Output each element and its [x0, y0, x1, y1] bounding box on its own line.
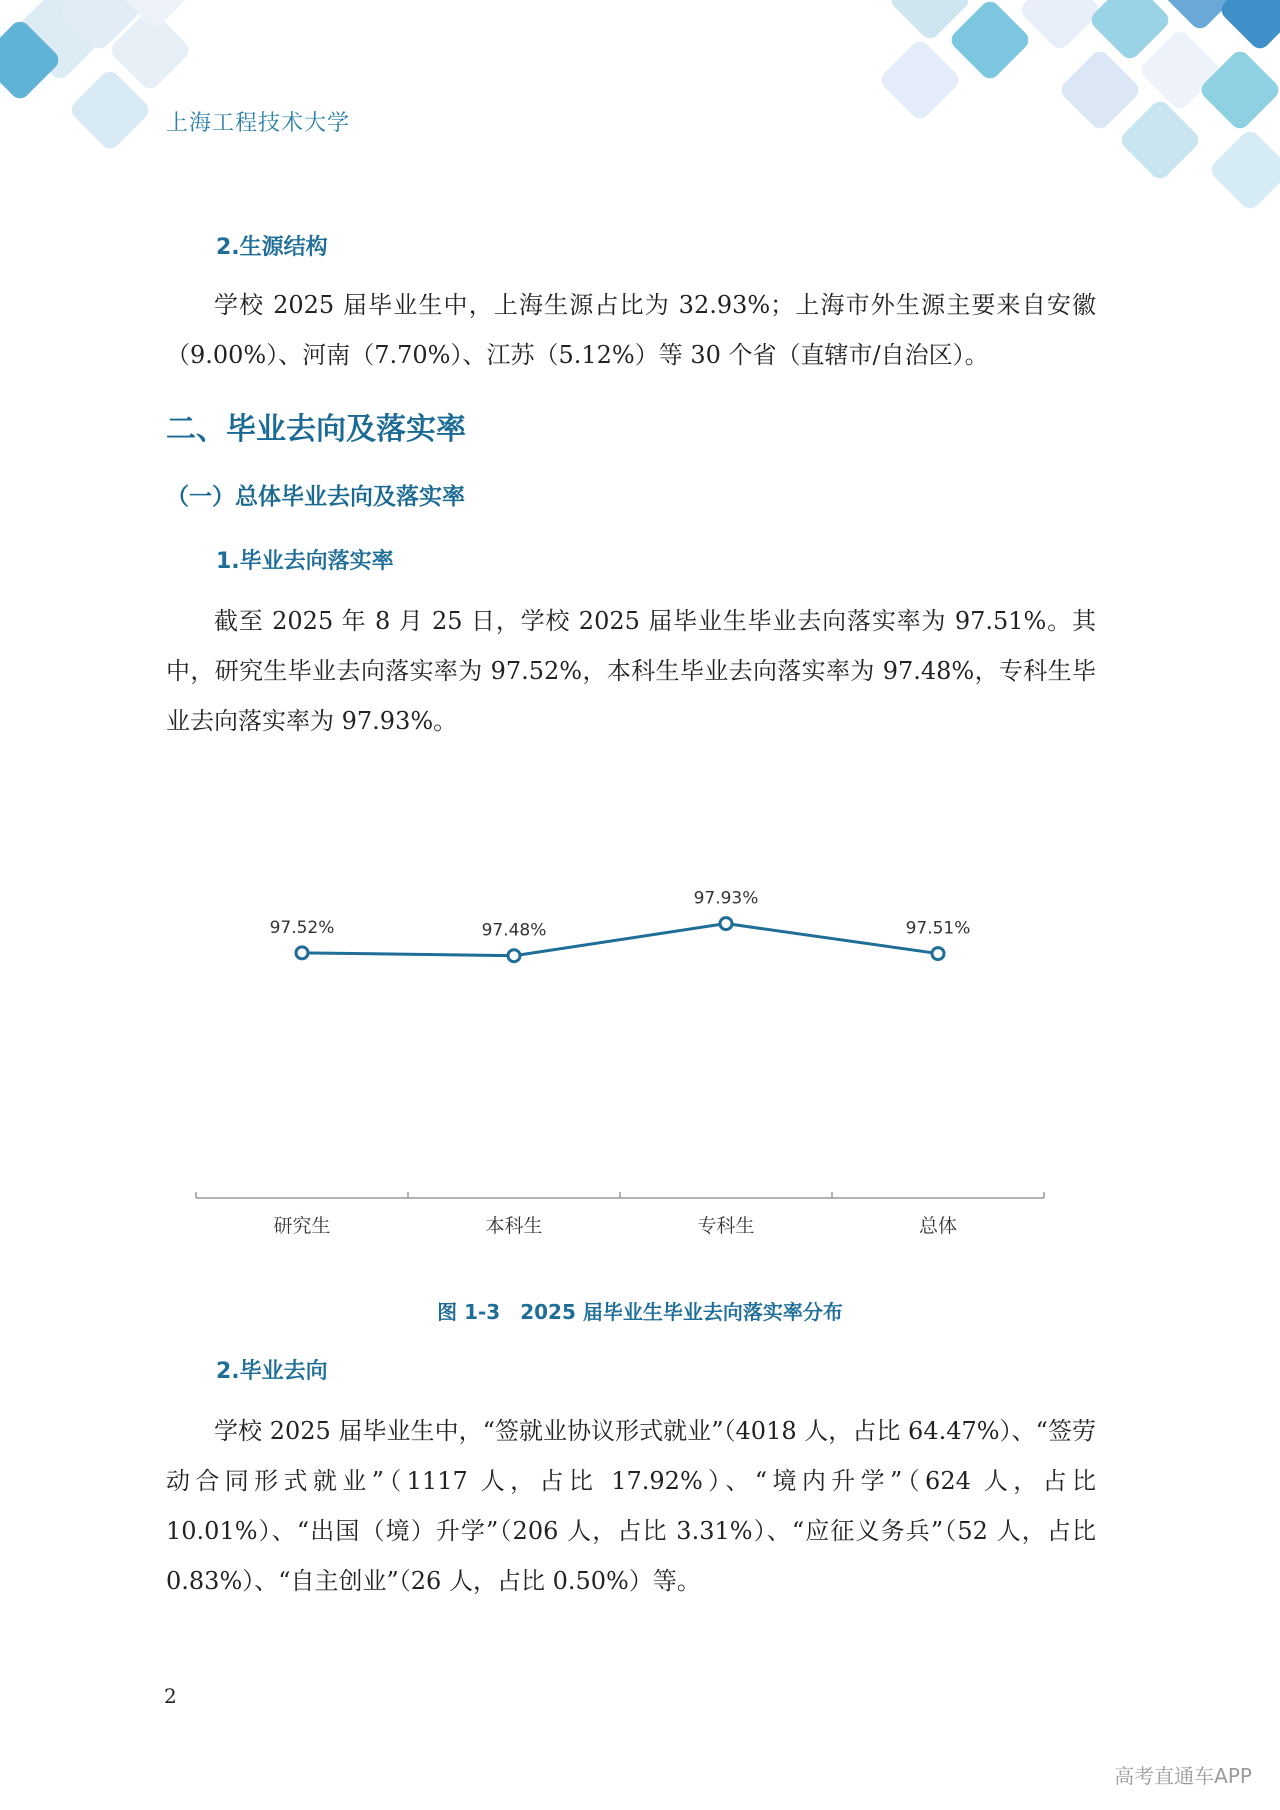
subsection-title-overall: （一）总体毕业去向及落实率	[166, 484, 465, 510]
data-label-group	[270, 889, 971, 941]
data-label: 97.51%	[905, 918, 971, 939]
data-point	[296, 947, 308, 959]
data-point	[932, 948, 944, 960]
paragraph-placement-rate: 截至 2025 年 8 月 25 日，学校 2025 届毕业生毕业去向落实率为 97.51%。其中，研究生毕业去向落实率为 97.52%，本科生毕业去向落实率为 97.48%，专科生毕业去向落实率为 97.93%。	[166, 607, 1096, 735]
data-point	[508, 950, 520, 962]
tick-label-group	[273, 1215, 957, 1237]
series-line	[302, 924, 938, 956]
heading-placement-rate: 1.毕业去向落实率	[216, 549, 394, 574]
paragraph-source-structure: 学校 2025 届毕业生中，上海生源占比为 32.93%；上海市外生源主要来自安徽（9.00%）、河南（7.70%）、江苏（5.12%）等 30 个省（直辖市/自治区）。	[166, 291, 1096, 369]
tick-label: 专科生	[697, 1215, 755, 1237]
school-name: 上海工程技术大学	[166, 111, 351, 136]
series-line-group	[302, 924, 938, 956]
app-watermark: 高考直通车APP	[1114, 1764, 1252, 1788]
data-label: 97.93%	[693, 888, 759, 909]
data-label: 97.48%	[481, 920, 547, 941]
section-title-destinations: 二、毕业去向及落实率	[166, 412, 466, 447]
tick-label: 本科生	[485, 1215, 543, 1237]
data-label: 97.52%	[269, 917, 335, 938]
page-number: 2	[164, 1684, 177, 1708]
tick-label: 研究生	[273, 1215, 331, 1237]
data-point	[720, 918, 732, 930]
x-axis	[196, 1192, 1044, 1198]
tick-label: 总体	[918, 1215, 958, 1237]
heading-source-structure: 2.生源结构	[216, 235, 328, 260]
placement-rate-line-chart	[180, 870, 1060, 1250]
figure-caption: 图 1-3 2025 届毕业生毕业去向落实率分布	[437, 1300, 843, 1324]
heading-destinations: 2.毕业去向	[216, 1359, 328, 1384]
paragraph-destinations: 学校 2025 届毕业生中，“签就业协议形式就业”（4018 人，占比 64.47%）、“签劳动合同形式就业”（1117 人，占比 17.92%）、“境内升学”（624 人，占比 10.01%）、“出国（境）升学”（206 人，占比 3.31%）、“应征义务兵”（52 人，占比 0.83%）、“自主创业”（26 人，占比 0.50%）等。	[166, 1417, 1096, 1595]
